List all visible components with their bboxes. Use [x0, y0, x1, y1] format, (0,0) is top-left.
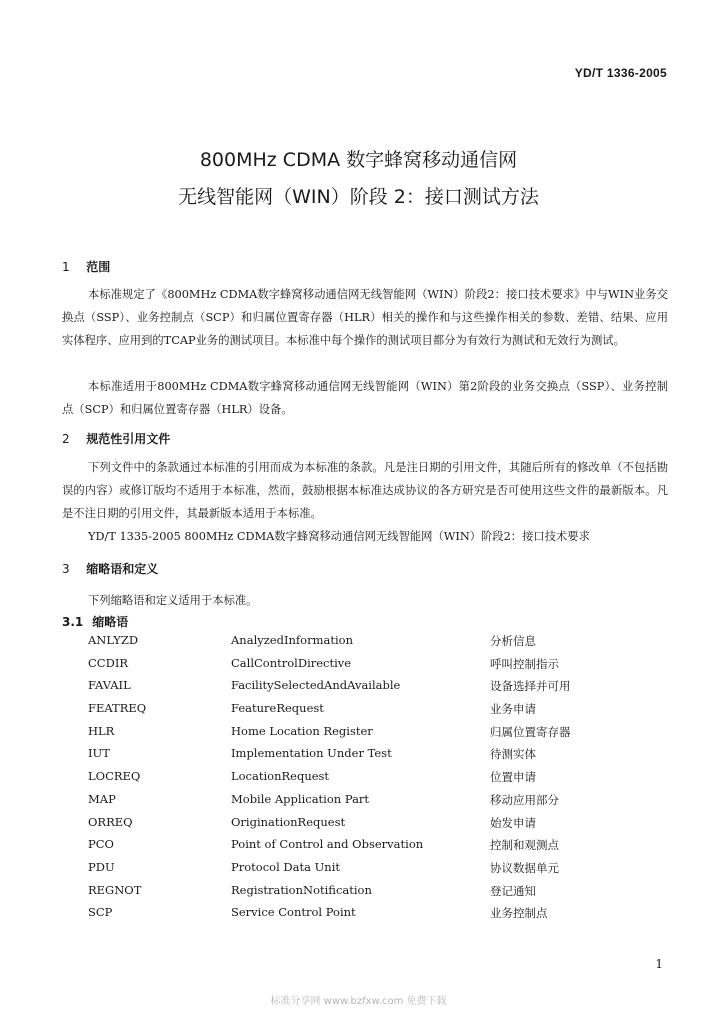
- chinese-term: 协议数据单元: [490, 860, 559, 875]
- document-title-line2: 无线智能网（WIN）阶段 2：接口测试方法: [178, 186, 539, 208]
- section-1-paragraph-1: 本标准规定了《800MHz CDMA数字蜂窝移动通信网无线智能网（WIN）阶段2：接口技术要求》中与WIN业务交换点（SSP）、业务控制点（SCP）和归属位置寄存器（HLR）相关的操作和与这些操作相关的参数、差错、结果、应用实体程序、应用到的TCAP业务的测试项目。本标准中每个操作的测试项目都分为有效行为测试和无效行为测试。: [62, 288, 668, 347]
- abbreviation-row: [88, 792, 688, 815]
- full-term: Point of Control and Observation: [231, 837, 424, 852]
- section-3-paragraph-1: 下列缩略语和定义适用于本标准。: [88, 594, 258, 607]
- section-number: 1: [62, 260, 70, 274]
- abbreviation-row: [88, 837, 688, 860]
- abbreviation: ORREQ: [88, 814, 133, 829]
- full-term: LocationRequest: [231, 769, 330, 784]
- abbreviation: LOCREQ: [88, 769, 141, 784]
- abbreviation: SCP: [88, 905, 113, 920]
- full-term: AnalyzedInformation: [231, 633, 353, 647]
- abbreviation-row: [88, 883, 688, 906]
- subsection-3-1-heading: [62, 613, 128, 630]
- chinese-term: 待测实体: [490, 747, 536, 762]
- abbreviation-row: [88, 746, 688, 769]
- section-1-paragraph-2: 本标准适用于800MHz CDMA数字蜂窝移动通信网无线智能网（WIN）第2阶段的业务交换点（SSP）、业务控制点（SCP）和归属位置寄存器（HLR）设备。: [62, 380, 668, 416]
- chinese-term: 移动应用部分: [490, 792, 559, 807]
- document-title-line1: 800MHz CDMA 数字蜂窝移动通信网: [199, 149, 518, 171]
- section-3-heading: [62, 560, 158, 577]
- subsection-title: 缩略语: [92, 615, 129, 629]
- full-term: Home Location Register: [231, 723, 373, 738]
- chinese-term: 始发申请: [490, 815, 536, 830]
- chinese-term: 分析信息: [490, 634, 536, 648]
- abbreviation: CCDIR: [88, 655, 129, 670]
- full-term: OriginationRequest: [231, 814, 346, 829]
- abbreviation: PCO: [88, 837, 114, 852]
- full-term: Mobile Application Part: [231, 791, 370, 806]
- section-number: 2: [62, 432, 70, 446]
- chinese-term: 业务控制点: [490, 906, 548, 921]
- abbreviation-row: [88, 769, 688, 792]
- full-term: Protocol Data Unit: [231, 859, 341, 874]
- standard-code: YD/T 1336-2005: [574, 66, 667, 80]
- section-number: 3: [62, 562, 70, 576]
- subsection-number: 3.1: [62, 615, 84, 629]
- section-title: 缩略语和定义: [86, 562, 159, 576]
- full-term: RegistrationNotification: [231, 882, 372, 897]
- abbreviation-row: [88, 724, 688, 747]
- watermark-text: 标准分享网 www.bzfxw.com 免费下载: [270, 996, 447, 1007]
- page-number: 1: [655, 957, 663, 971]
- section-1-heading: [62, 258, 110, 275]
- abbreviation: MAP: [88, 791, 116, 806]
- abbreviation: HLR: [88, 723, 115, 738]
- abbreviation-row: [88, 860, 688, 883]
- chinese-term: 位置申请: [490, 770, 536, 785]
- section-title: 范围: [86, 260, 111, 274]
- abbreviation-row: [88, 701, 688, 724]
- chinese-term: 设备选择并可用: [490, 679, 571, 694]
- abbreviation: PDU: [88, 859, 115, 874]
- section-title: 规范性引用文件: [86, 432, 171, 446]
- abbreviation: FEATREQ: [88, 701, 147, 716]
- abbreviation-row: [88, 656, 688, 679]
- full-term: FeatureRequest: [231, 701, 324, 716]
- section-2-reference: YD/T 1335-2005 800MHz CDMA数字蜂窝移动通信网无线智能网（WIN）阶段2：接口技术要求: [88, 530, 590, 543]
- abbreviation: ANLYZD: [88, 633, 139, 647]
- abbreviation-row: [88, 815, 688, 838]
- abbreviation: IUT: [88, 746, 110, 761]
- abbreviation-row: [88, 633, 688, 656]
- abbreviation-row: [88, 678, 688, 701]
- chinese-term: 业务申请: [490, 702, 536, 717]
- abbreviation: FAVAIL: [88, 678, 131, 693]
- abbreviation-list: [88, 633, 688, 928]
- full-term: Implementation Under Test: [231, 746, 392, 761]
- abbreviation: REGNOT: [88, 882, 142, 897]
- full-term: FacilitySelectedAndAvailable: [231, 678, 401, 693]
- chinese-term: 控制和观测点: [490, 838, 559, 853]
- chinese-term: 归属位置寄存器: [490, 724, 571, 739]
- chinese-term: 呼叫控制指示: [490, 656, 559, 671]
- abbreviation-row: [88, 905, 688, 928]
- section-2-heading: [62, 430, 170, 447]
- chinese-term: 登记通知: [490, 883, 536, 898]
- section-2-paragraph-1: 下列文件中的条款通过本标准的引用而成为本标准的条款。凡是注日期的引用文件，其随后所有的修改单（不包括勘误的内容）或修订版均不适用于本标准，然而，鼓励根据本标准达成协议的各方研究是否可使用这些文件的最新版本。凡是不注日期的引用文件，其最新版本适用于本标准。: [62, 461, 668, 520]
- full-term: Service Control Point: [231, 905, 356, 920]
- full-term: CallControlDirective: [231, 655, 352, 670]
